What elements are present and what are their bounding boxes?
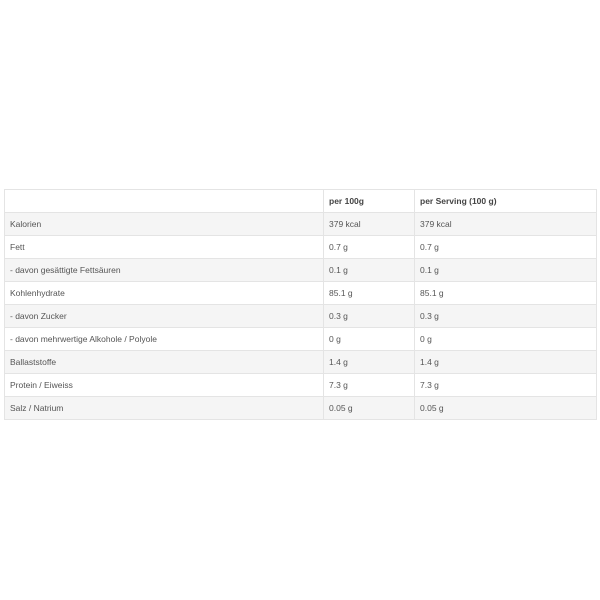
value-per-100g: 1.4 g — [324, 351, 415, 374]
header-row — [5, 190, 597, 213]
value-per-serving: 7.3 g — [415, 374, 597, 397]
table-row — [5, 328, 597, 351]
value-per-100g: 0 g — [324, 328, 415, 351]
table-row — [5, 374, 597, 397]
nutrition-table-container — [4, 189, 596, 420]
nutrient-name: - davon Zucker — [5, 305, 324, 328]
value-per-serving: 85.1 g — [415, 282, 597, 305]
value-per-100g: 379 kcal — [324, 213, 415, 236]
nutrient-name: Fett — [5, 236, 324, 259]
header-per-serving: per Serving (100 g) — [415, 190, 597, 213]
value-per-100g: 0.7 g — [324, 236, 415, 259]
table-row — [5, 259, 597, 282]
nutrient-name: Salz / Natrium — [5, 397, 324, 420]
value-per-serving: 1.4 g — [415, 351, 597, 374]
nutrient-name: - davon mehrwertige Alkohole / Polyole — [5, 328, 324, 351]
table-row — [5, 351, 597, 374]
header-per-100g: per 100g — [324, 190, 415, 213]
nutrient-name: Kohlenhydrate — [5, 282, 324, 305]
value-per-100g: 7.3 g — [324, 374, 415, 397]
table-row — [5, 236, 597, 259]
nutrient-name: Kalorien — [5, 213, 324, 236]
value-per-serving: 379 kcal — [415, 213, 597, 236]
value-per-serving: 0.7 g — [415, 236, 597, 259]
nutrient-name: - davon gesättigte Fettsäuren — [5, 259, 324, 282]
table-row — [5, 282, 597, 305]
nutrient-name: Ballaststoffe — [5, 351, 324, 374]
value-per-serving: 0.05 g — [415, 397, 597, 420]
table-row — [5, 305, 597, 328]
nutrient-name: Protein / Eiweiss — [5, 374, 324, 397]
value-per-serving: 0.3 g — [415, 305, 597, 328]
table-row — [5, 397, 597, 420]
value-per-serving: 0 g — [415, 328, 597, 351]
value-per-100g: 0.05 g — [324, 397, 415, 420]
value-per-serving: 0.1 g — [415, 259, 597, 282]
value-per-100g: 85.1 g — [324, 282, 415, 305]
value-per-100g: 0.3 g — [324, 305, 415, 328]
value-per-100g: 0.1 g — [324, 259, 415, 282]
header-nutrient — [5, 190, 324, 213]
table-row — [5, 213, 597, 236]
nutrition-table — [4, 189, 597, 420]
